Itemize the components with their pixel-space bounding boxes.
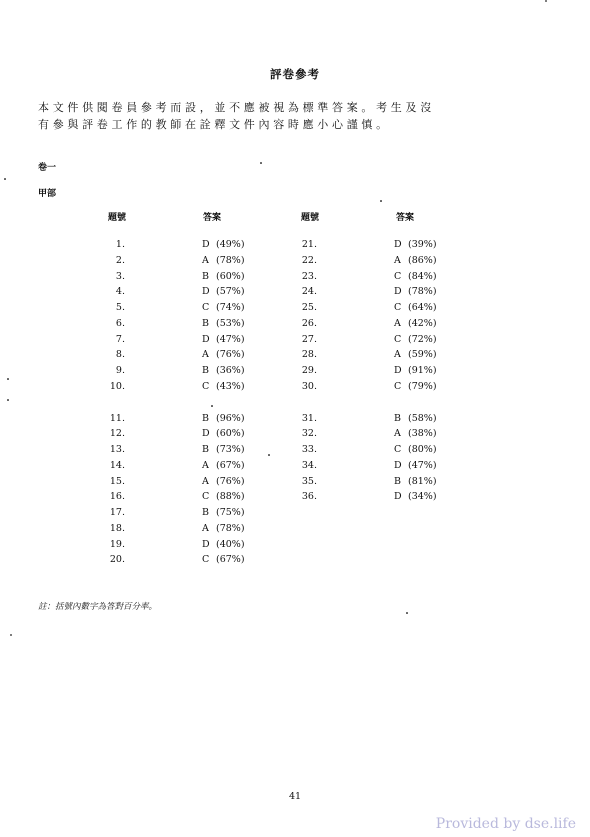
correct-percentage: (86%) bbox=[408, 254, 437, 266]
answer-entry bbox=[394, 239, 437, 250]
correct-percentage: (76%) bbox=[216, 349, 245, 361]
answer-entry bbox=[202, 554, 245, 565]
answer-entry bbox=[394, 413, 437, 424]
answer-letter: C bbox=[394, 444, 402, 455]
answer-letter: B bbox=[202, 317, 209, 329]
question-number: 29. bbox=[301, 365, 317, 376]
answer-letter: D bbox=[202, 333, 210, 345]
correct-percentage: (53%) bbox=[216, 317, 245, 329]
question-number: 32. bbox=[301, 428, 317, 440]
correct-percentage: (88%) bbox=[216, 491, 245, 503]
scan-speck bbox=[545, 0, 547, 2]
scan-speck bbox=[10, 634, 12, 636]
answer-letter: B bbox=[202, 507, 209, 518]
answer-letter: C bbox=[394, 302, 402, 313]
question-number: 11. bbox=[109, 412, 125, 424]
answer-entry bbox=[394, 428, 437, 439]
correct-percentage: (58%) bbox=[408, 412, 437, 424]
watermark: Provided by dse.life bbox=[435, 816, 576, 832]
correct-percentage: (60%) bbox=[216, 270, 245, 282]
correct-percentage: (74%) bbox=[216, 302, 245, 313]
correct-percentage: (76%) bbox=[216, 475, 245, 487]
question-number: 30. bbox=[301, 380, 317, 392]
question-number: 3. bbox=[115, 270, 125, 282]
answer-letter: D bbox=[394, 239, 402, 250]
answer-entry bbox=[202, 365, 245, 376]
answer-entry bbox=[394, 318, 437, 329]
question-number: 18. bbox=[109, 522, 125, 534]
correct-percentage: (91%) bbox=[408, 365, 437, 376]
question-number: 20. bbox=[109, 554, 125, 566]
correct-percentage: (67%) bbox=[216, 459, 245, 471]
question-number: 14. bbox=[109, 459, 125, 471]
correct-percentage: (84%) bbox=[408, 270, 437, 282]
question-number: 17. bbox=[109, 507, 125, 518]
question-number: 24. bbox=[301, 286, 317, 298]
answer-header-right: 答案 bbox=[396, 213, 415, 223]
answer-letter: A bbox=[394, 317, 401, 329]
correct-percentage: (73%) bbox=[216, 444, 245, 455]
answer-entry bbox=[394, 334, 437, 345]
answer-entry bbox=[394, 349, 437, 360]
answer-letter: C bbox=[394, 380, 402, 392]
question-number: 21. bbox=[301, 239, 317, 250]
question-number: 15. bbox=[109, 475, 125, 487]
answer-letter: A bbox=[202, 522, 209, 534]
correct-percentage: (81%) bbox=[408, 475, 437, 487]
correct-percentage: (43%) bbox=[216, 380, 245, 392]
scan-speck bbox=[211, 405, 213, 407]
question-header-right: 題號 bbox=[301, 213, 320, 223]
paper-heading: 卷一 bbox=[38, 163, 57, 173]
answer-entry bbox=[394, 365, 437, 376]
answer-letter: A bbox=[202, 254, 209, 266]
question-number: 13. bbox=[109, 444, 125, 455]
answer-entry bbox=[202, 271, 245, 282]
answer-entry bbox=[202, 507, 245, 518]
question-number: 2. bbox=[115, 254, 125, 266]
correct-percentage: (39%) bbox=[408, 239, 437, 250]
scan-speck bbox=[268, 454, 270, 456]
correct-percentage: (34%) bbox=[408, 491, 437, 503]
answer-letter: C bbox=[202, 554, 210, 566]
answer-letter: C bbox=[394, 333, 402, 345]
answer-entry bbox=[202, 460, 245, 471]
answer-entry bbox=[202, 318, 245, 329]
answer-entry bbox=[202, 349, 245, 360]
answer-entry bbox=[202, 491, 245, 502]
answer-letter: A bbox=[202, 459, 209, 471]
disclaimer-paragraph bbox=[38, 99, 558, 133]
question-number: 6. bbox=[115, 317, 125, 329]
question-number: 7. bbox=[115, 333, 125, 345]
correct-percentage: (42%) bbox=[408, 317, 437, 329]
answer-entry bbox=[202, 334, 245, 345]
answer-letter: D bbox=[202, 538, 210, 550]
answer-entry bbox=[394, 444, 437, 455]
correct-percentage: (47%) bbox=[408, 459, 437, 471]
answer-letter: D bbox=[394, 365, 402, 376]
answer-entry bbox=[394, 255, 437, 266]
correct-percentage: (47%) bbox=[216, 333, 245, 345]
question-header-left: 題號 bbox=[108, 213, 127, 223]
correct-percentage: (75%) bbox=[216, 507, 245, 518]
scan-speck bbox=[4, 178, 6, 180]
question-number: 26. bbox=[301, 317, 317, 329]
correct-percentage: (38%) bbox=[408, 428, 437, 440]
page-title: 評卷參考 bbox=[270, 67, 320, 81]
scan-speck bbox=[406, 612, 408, 614]
answer-entry bbox=[394, 381, 437, 392]
section-heading: 甲部 bbox=[38, 189, 57, 199]
answer-entry bbox=[202, 239, 245, 250]
question-number: 36. bbox=[301, 491, 317, 503]
answer-entry bbox=[202, 413, 245, 424]
scan-speck bbox=[7, 378, 9, 380]
answer-letter: D bbox=[202, 239, 210, 250]
answer-letter: B bbox=[202, 270, 209, 282]
question-number: 16. bbox=[109, 491, 125, 503]
answer-entry bbox=[202, 428, 245, 439]
correct-percentage: (78%) bbox=[216, 254, 245, 266]
answer-letter: C bbox=[202, 491, 210, 503]
question-number: 33. bbox=[301, 444, 317, 455]
correct-percentage: (40%) bbox=[216, 538, 245, 550]
answer-entry bbox=[202, 255, 245, 266]
answer-letter: C bbox=[202, 380, 210, 392]
answer-entry bbox=[202, 381, 245, 392]
correct-percentage: (79%) bbox=[408, 380, 437, 392]
correct-percentage: (36%) bbox=[216, 365, 245, 376]
question-number: 4. bbox=[115, 286, 125, 298]
question-number: 31. bbox=[301, 412, 317, 424]
answer-header-left: 答案 bbox=[203, 213, 222, 223]
answer-entry bbox=[394, 460, 437, 471]
answer-entry bbox=[394, 286, 437, 297]
page-number: 41 bbox=[288, 791, 302, 802]
scan-speck bbox=[260, 162, 262, 164]
answer-entry bbox=[394, 491, 437, 502]
answer-letter: D bbox=[394, 459, 402, 471]
question-number: 35. bbox=[301, 475, 317, 487]
answer-letter: D bbox=[394, 286, 402, 298]
question-number: 27. bbox=[301, 333, 317, 345]
question-number: 34. bbox=[301, 459, 317, 471]
answer-entry bbox=[202, 444, 245, 455]
question-number: 23. bbox=[301, 270, 317, 282]
question-number: 25. bbox=[301, 302, 317, 313]
correct-percentage: (80%) bbox=[408, 444, 437, 455]
correct-percentage: (72%) bbox=[408, 333, 437, 345]
answer-entry bbox=[202, 302, 245, 313]
answer-letter: B bbox=[202, 444, 209, 455]
answer-letter: A bbox=[202, 475, 209, 487]
correct-percentage: (49%) bbox=[216, 239, 245, 250]
correct-percentage: (78%) bbox=[216, 522, 245, 534]
answer-letter: C bbox=[394, 270, 402, 282]
answer-letter: B bbox=[394, 412, 401, 424]
correct-percentage: (96%) bbox=[216, 412, 245, 424]
correct-percentage: (60%) bbox=[216, 428, 245, 440]
answer-letter: B bbox=[202, 365, 209, 376]
answer-letter: D bbox=[202, 286, 210, 298]
answer-entry bbox=[394, 476, 437, 487]
correct-percentage: (64%) bbox=[408, 302, 437, 313]
question-number: 10. bbox=[109, 380, 125, 392]
answer-entry bbox=[202, 286, 245, 297]
answer-entry bbox=[394, 302, 437, 313]
answer-entry bbox=[202, 523, 245, 534]
question-number: 19. bbox=[109, 538, 125, 550]
question-number: 1. bbox=[115, 239, 125, 250]
answer-letter: D bbox=[394, 491, 402, 503]
answer-letter: A bbox=[202, 349, 209, 361]
question-number: 5. bbox=[115, 302, 125, 313]
answer-letter: D bbox=[202, 428, 210, 440]
question-number: 9. bbox=[115, 365, 125, 376]
answer-entry bbox=[202, 539, 245, 550]
scan-speck bbox=[380, 200, 382, 202]
correct-percentage: (57%) bbox=[216, 286, 245, 298]
answer-entry bbox=[394, 271, 437, 282]
correct-percentage: (78%) bbox=[408, 286, 437, 298]
scan-speck bbox=[7, 399, 9, 401]
footnote: 註：括號內數字為答對百分率。 bbox=[38, 602, 158, 612]
answer-letter: B bbox=[394, 475, 401, 487]
correct-percentage: (67%) bbox=[216, 554, 245, 566]
answer-letter: C bbox=[202, 302, 210, 313]
correct-percentage: (59%) bbox=[408, 349, 437, 361]
answer-letter: A bbox=[394, 254, 401, 266]
question-number: 8. bbox=[115, 349, 125, 361]
answer-letter: A bbox=[394, 428, 401, 440]
answer-letter: A bbox=[394, 349, 401, 361]
question-number: 22. bbox=[301, 254, 317, 266]
disclaimer-line-1: 本文件供閱卷員參考而設，並不應被視為標準答案。考生及沒 bbox=[38, 101, 435, 114]
answer-letter: B bbox=[202, 412, 209, 424]
question-number: 12. bbox=[109, 428, 125, 440]
disclaimer-line-2: 有參與評卷工作的教師在詮釋文件內容時應小心謹慎。 bbox=[38, 118, 391, 131]
question-number: 28. bbox=[301, 349, 317, 361]
answer-entry bbox=[202, 476, 245, 487]
